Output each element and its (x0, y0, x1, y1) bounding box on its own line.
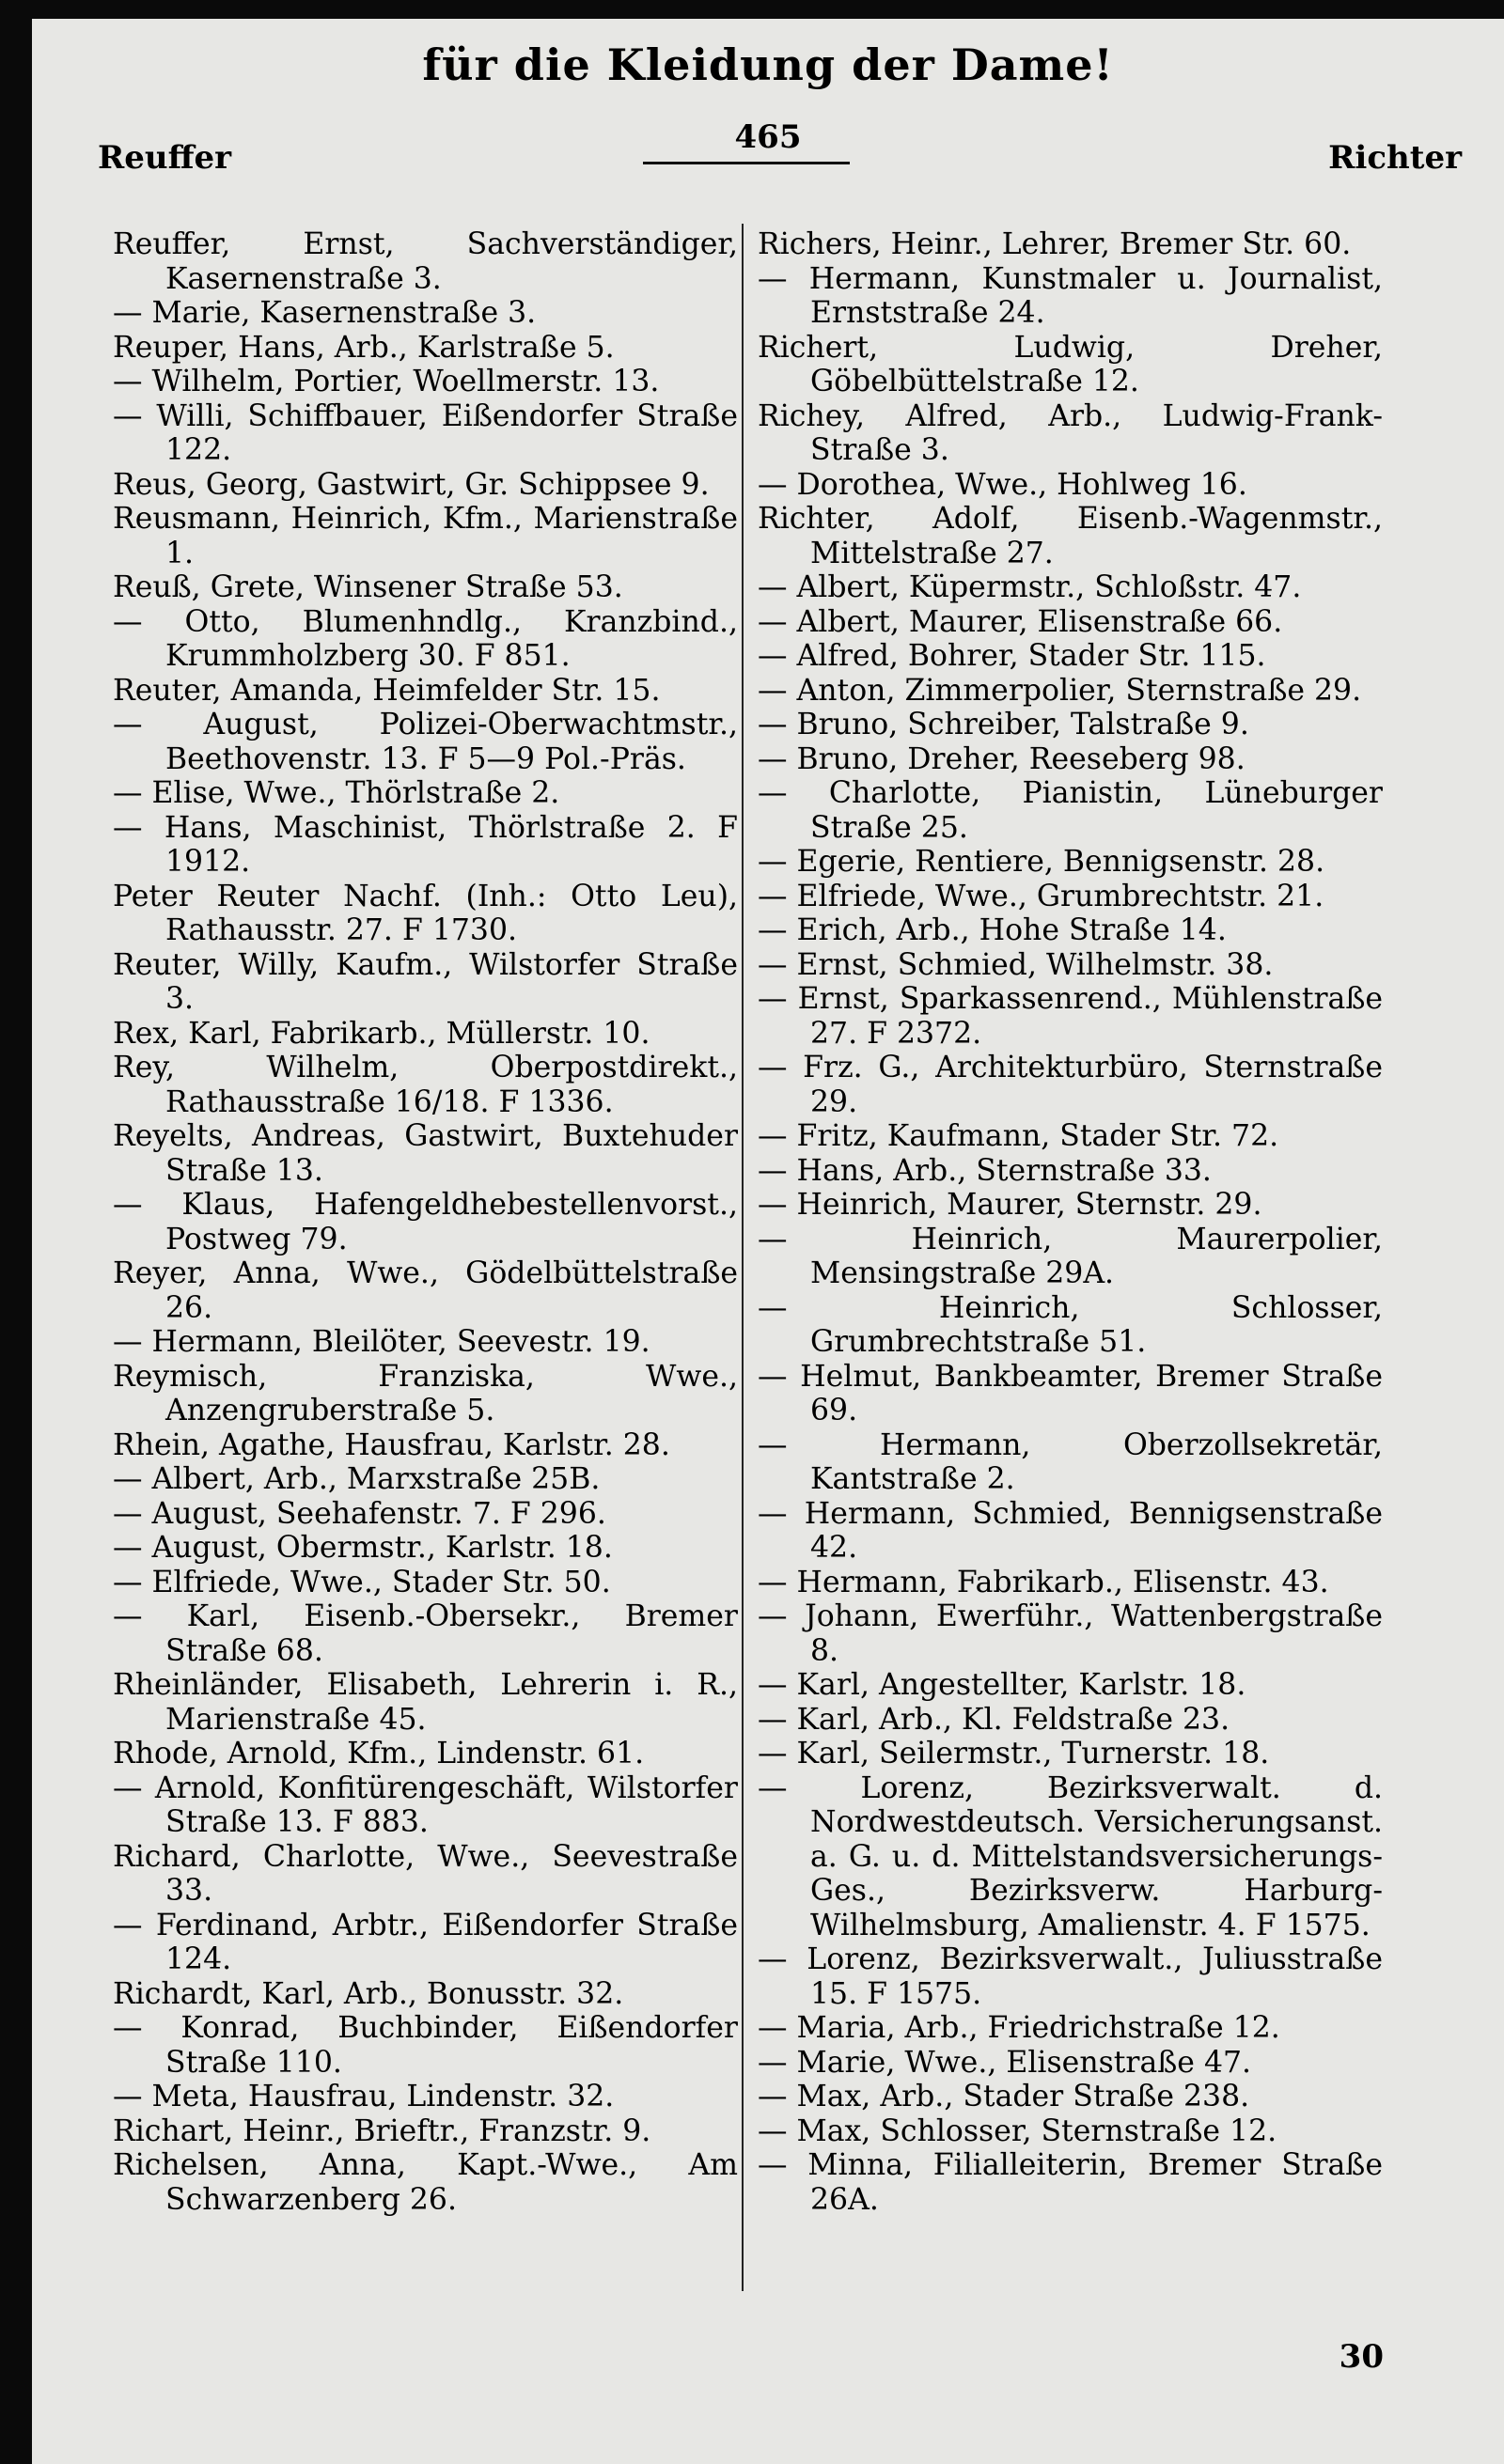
directory-entry: Reymisch, Franziska, Wwe., Anzengruberstraße 5. (113, 1359, 738, 1427)
directory-entry: — Anton, Zimmerpolier, Sternstraße 29. (758, 673, 1362, 708)
column-divider (742, 224, 744, 2291)
directory-page (32, 19, 1504, 2464)
directory-entry: — Marie, Kasernenstraße 3. (113, 296, 537, 330)
directory-entry: — Karl, Angestellter, Karlstr. 18. (758, 1668, 1246, 1702)
directory-entry: — August, Polizei-Oberwachtmstr., Beethovenstr. 13. F 5—9 Pol.-Präs. (113, 708, 738, 776)
directory-entry: — Meta, Hausfrau, Lindenstr. 32. (113, 2080, 615, 2113)
directory-entry: — Hans, Arb., Sternstraße 33. (758, 1153, 1212, 1188)
directory-entry: Rex, Karl, Fabrikarb., Müllerstr. 10. (113, 1016, 650, 1051)
directory-entry: — Albert, Maurer, Elisenstraße 66. (758, 604, 1283, 639)
directory-entry: — Max, Schlosser, Sternstraße 12. (758, 2113, 1277, 2148)
directory-entry: — Willi, Schiffbauer, Eißendorfer Straße 122. (113, 398, 738, 467)
directory-entry: — August, Seehafenstr. 7. F 296. (113, 1496, 606, 1531)
directory-entry: — Albert, Küpermstr., Schloßstr. 47. (758, 570, 1302, 604)
directory-entry: — Lorenz, Bezirksverwalt., Juliusstraße 15. F 1575. (758, 1942, 1383, 2011)
directory-entry: — Egerie, Rentiere, Bennigsenstr. 28. (758, 845, 1325, 879)
directory-entry: Richardt, Karl, Arb., Bonusstr. 32. (113, 1976, 624, 2011)
running-head-right: Richter (1328, 139, 1462, 177)
directory-entry: Richers, Heinr., Lehrer, Bremer Str. 60. (758, 227, 1352, 261)
directory-entry: — Erich, Arb., Hohe Straße 14. (758, 913, 1227, 947)
directory-entry: — Karl, Seilermstr., Turnerstr. 18. (758, 1737, 1270, 1770)
directory-entry: — Ernst, Schmied, Wilhelmstr. 38. (758, 947, 1274, 982)
directory-entry: Richey, Alfred, Arb., Ludwig-Frank-Straße 3. (758, 398, 1383, 467)
directory-entry: — Lorenz, Bezirksverwalt. d. Nordwestdeutsch. Versicherungsanst. a. G. u. d. Mittelstandsversicherungs-Ges., Bezirksverw. Harburg-Wilhelmsburg, Amalienstr. 4. F 1575. (758, 1770, 1383, 1942)
directory-entry: — Hermann, Kunstmaler u. Journalist, Ernststraße 24. (758, 261, 1383, 330)
directory-entry: — Frz. G., Architekturbüro, Sternstraße 29. (758, 1051, 1383, 1119)
directory-entry: Richart, Heinr., Brieftr., Franzstr. 9. (113, 2113, 651, 2148)
running-head-left: Reuffer (98, 139, 232, 177)
directory-entry: — Charlotte, Pianistin, Lüneburger Straße 25. (758, 776, 1383, 845)
directory-entry: Rheinländer, Elisabeth, Lehrerin i. R., Marienstraße 45. (113, 1668, 738, 1737)
directory-entry: Richert, Ludwig, Dreher, Göbelbüttelstraße 12. (758, 330, 1383, 398)
directory-entry: — Elise, Wwe., Thörlstraße 2. (113, 776, 560, 810)
directory-entry: — Marie, Wwe., Elisenstraße 47. (758, 2045, 1252, 2080)
directory-entry: — Elfriede, Wwe., Grumbrechtstr. 21. (758, 879, 1324, 913)
directory-entry: Reuß, Grete, Winsener Straße 53. (113, 570, 623, 604)
directory-entry: — Arnold, Konfitürengeschäft, Wilstorfer Straße 13. F 883. (113, 1770, 738, 1839)
directory-entry: Reuper, Hans, Arb., Karlstraße 5. (113, 330, 615, 365)
directory-entry: — Klaus, Hafengeldhebestellenvorst., Postweg 79. (113, 1188, 738, 1256)
directory-entry: Reusmann, Heinrich, Kfm., Marienstraße 1. (113, 502, 738, 570)
directory-entry: — Max, Arb., Stader Straße 238. (758, 2080, 1250, 2113)
directory-entry: — Dorothea, Wwe., Hohlweg 16. (758, 467, 1247, 502)
directory-entry: Richard, Charlotte, Wwe., Seevestraße 33. (113, 1839, 738, 1908)
directory-entry: — Fritz, Kaufmann, Stader Str. 72. (758, 1119, 1279, 1153)
directory-entry: — Ernst, Sparkassenrend., Mühlenstraße 27. F 2372. (758, 982, 1383, 1051)
directory-entry: — Helmut, Bankbeamter, Bremer Straße 69. (758, 1359, 1383, 1427)
directory-entry: Reuter, Willy, Kaufm., Wilstorfer Straße 3. (113, 947, 738, 1016)
directory-entry: — Otto, Blumenhndlg., Kranzbind., Krummholzberg 30. F 851. (113, 604, 738, 673)
directory-entry: — Heinrich, Maurerpolier, Mensingstraße 29A. (758, 1222, 1383, 1290)
footer-number: 30 (1339, 2338, 1384, 2376)
directory-entry: Reuter, Amanda, Heimfelder Str. 15. (113, 673, 661, 708)
directory-entry: — Ferdinand, Arbtr., Eißendorfer Straße 124. (113, 1908, 738, 1976)
directory-entry: — Bruno, Schreiber, Talstraße 9. (758, 708, 1249, 741)
directory-entry: — Hermann, Bleilöter, Seevestr. 19. (113, 1325, 650, 1359)
directory-entry: — Johann, Ewerführ., Wattenbergstraße 8. (758, 1599, 1383, 1668)
directory-entry: Reyelts, Andreas, Gastwirt, Buxtehuder Straße 13. (113, 1119, 738, 1188)
directory-entry: Reus, Georg, Gastwirt, Gr. Schippsee 9. (113, 467, 710, 502)
directory-entry: — August, Obermstr., Karlstr. 18. (113, 1531, 613, 1565)
directory-entry: — Elfriede, Wwe., Stader Str. 50. (113, 1565, 611, 1599)
directory-entry: — Heinrich, Schlosser, Grumbrechtstraße 51. (758, 1290, 1383, 1359)
right-column (758, 227, 1383, 2314)
page-number: 465 (734, 118, 802, 156)
directory-entry: Richelsen, Anna, Kapt.-Wwe., Am Schwarzenberg 26. (113, 2148, 738, 2217)
directory-entry: Reyer, Anna, Wwe., Gödelbüttelstraße 26. (113, 1256, 738, 1325)
directory-entry: — Karl, Eisenb.-Obersekr., Bremer Straße 68. (113, 1599, 738, 1668)
directory-entry: Peter Reuter Nachf. (Inh.: Otto Leu), Rathausstr. 27. F 1730. (113, 879, 738, 947)
advertisement-line: für die Kleidung der Dame! (422, 39, 1114, 90)
directory-entry: Rey, Wilhelm, Oberpostdirekt., Rathausstraße 16/18. F 1336. (113, 1051, 738, 1119)
directory-entry: — Konrad, Buchbinder, Eißendorfer Straße 110. (113, 2011, 738, 2080)
directory-entry: Richter, Adolf, Eisenb.-Wagenmstr., Mittelstraße 27. (758, 502, 1383, 570)
directory-entry: — Wilhelm, Portier, Woellmerstr. 13. (113, 365, 660, 398)
directory-entry: — Hans, Maschinist, Thörlstraße 2. F 1912. (113, 810, 738, 879)
directory-entry: — Karl, Arb., Kl. Feldstraße 23. (758, 1702, 1230, 1737)
directory-entry: — Albert, Arb., Marxstraße 25B. (113, 1462, 601, 1496)
directory-entry: — Bruno, Dreher, Reeseberg 98. (758, 741, 1246, 776)
directory-entry: Rhode, Arnold, Kfm., Lindenstr. 61. (113, 1737, 645, 1770)
directory-entry: — Hermann, Oberzollsekretär, Kantstraße 2. (758, 1427, 1383, 1496)
left-column (113, 227, 738, 2314)
header-rule (643, 162, 850, 164)
directory-entry: Reuffer, Ernst, Sachverständiger, Kasernenstraße 3. (113, 227, 738, 296)
directory-entry: — Hermann, Schmied, Bennigsenstraße 42. (758, 1496, 1383, 1565)
directory-entry: — Heinrich, Maurer, Sternstr. 29. (758, 1188, 1262, 1222)
directory-entry: — Minna, Filialleiterin, Bremer Straße 26A. (758, 2148, 1383, 2217)
directory-entry: — Hermann, Fabrikarb., Elisenstr. 43. (758, 1565, 1329, 1599)
directory-entry: Rhein, Agathe, Hausfrau, Karlstr. 28. (113, 1427, 670, 1462)
directory-entry: — Alfred, Bohrer, Stader Str. 115. (758, 639, 1266, 673)
directory-entry: — Maria, Arb., Friedrichstraße 12. (758, 2011, 1280, 2045)
